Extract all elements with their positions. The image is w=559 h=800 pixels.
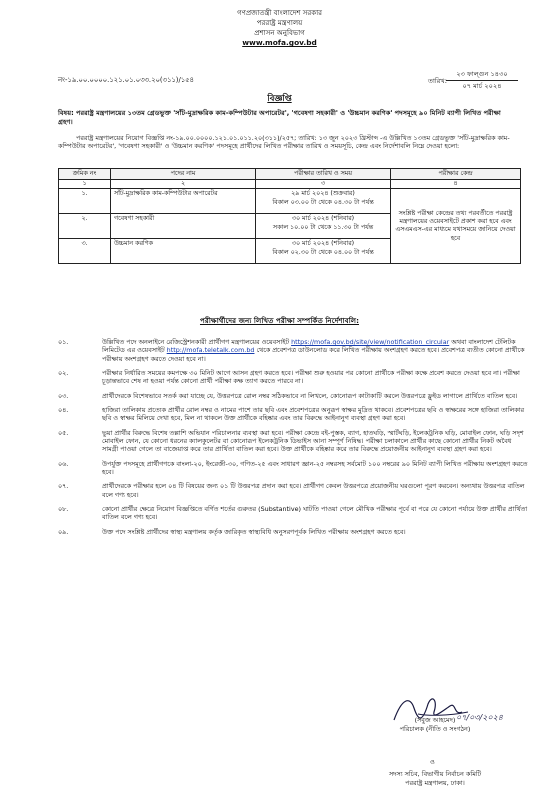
column-number: ১ [59,180,111,189]
office-name: পররাষ্ট্র মন্ত্রণালয়, ঢাকা। [405,778,465,787]
instructions-title: পরীক্ষার্থীদের জন্য লিখিত পরীক্ষা সম্পর্কিত নির্দেশাবলি: [199,316,359,325]
instructions-list [58,338,528,542]
row-time: বিকাল ০৩.০০ টা থেকে ০৪.৩০ টা পর্যন্ত [272,198,374,206]
instruction-text-part: উল্লিখিত পদে অনলাইনে রেজিস্ট্রেশনকারী প্রার্থীগণ মন্ত্রণালয়ের ওয়েবসাইট [102,338,292,346]
row-post: উচ্চমান করণিক [111,239,256,264]
instruction-text: প্রার্থীদেরকে বিশেষভাবে সতর্ক করা যাচ্ছে যে, উত্তরপত্রে রোল নম্বর সঠিকভাবে না লিখলে, কোনোরূপ কাটাকাটি করলে উত্তরপত্রে ফ্লুইড লাগালে প্রার্থিতে বাতিল হবে। [102,391,518,400]
instruction-item [58,406,528,423]
row-date: ৩০ মার্চ ২০২৪ (শনিবার) [291,215,355,223]
instruction-item [58,338,528,363]
signatory-block [360,716,510,734]
column-number: ২ [111,180,256,189]
date-divider [446,80,518,81]
instruction-item [58,482,528,499]
date-label: তারিখ: [428,77,447,85]
row-time: সকাল ১০.০০ টা থেকে ১১.৩০ টা পর্যন্ত [272,223,374,231]
government-name: গণপ্রজাতন্ত্রী বাংলাদেশ সরকার [237,9,322,17]
instruction-number: ০৯. [58,527,69,536]
instruction-text-part: থেকে প্রবেশপত্র ডাউনলোড করে লিখিত পরীক্ষায় অংশগ্রহণ করতে হবে। প্রবেশপত্র ব্যতীত কোনো প্রার্থীকে পরীক্ষায় অংশগ্রহণ করতে দেওয়া হবে না। [102,346,525,363]
signatory-designation: পরিচালক (নীতি ও সংগঠন) [399,724,471,733]
instruction-number: ০৪. [58,405,69,414]
row-serial: ১. [59,189,111,214]
table-header-row [59,169,521,180]
date-english: ০৭ মার্চ ২০২৪ [462,82,502,90]
instruction-text [102,338,528,363]
exam-schedule-table [58,168,521,264]
notice-subject: বিষয়: পররাষ্ট্র মন্ত্রণালয়ের ১৩তম গ্রেডভুক্ত 'সাঁট-মুদ্রাক্ষরিক কাম-কম্পিউটার অপারেটর', 'গবেষণা সহকারী' ও 'উচ্চমান করণিক' পদসমূহে ৯০ মিনিট ব্যাপী লিখিত পরীক্ষা গ্রহণ। [58,109,501,126]
row-post: গবেষণা সহকারী [111,214,256,239]
exam-centre-cell: সংশ্লিষ্ট পরীক্ষা কেন্দ্রের তথ্য পরবর্তীতে পররাষ্ট্র মন্ত্রণালয়ের ওয়েবসাইটে প্রকাশ করা হবে এবং এসএমএস-এর মাধ্যমে যথাসময়ে জানিয়ে দেওয়া হবে [391,189,521,264]
date-bangla: ২৩ ফাল্গুন ১৪৩০ [456,70,508,78]
instruction-text: প্রার্থীদেরকে পরীক্ষার হলে ০৪ টি বিষয়ের জন্য ০১ টি উত্তরপত্র প্রদান করা হবে। প্রার্থীগণ কেবল উত্তরপত্রে প্রয়োজনীয় ঘরগুলো পূরণ করবেন। অন্যথায় উত্তরপত্র বাতিল বলে গণ্য হবে। [102,482,525,499]
instruction-text: পরীক্ষার নির্ধারিত সময়ের কমপক্ষে ৩০ মিনিট আগে আসন গ্রহণ করতে হবে। পরীক্ষা শুরু হওয়ার পর কোনো প্রার্থীকে পরীক্ষা কক্ষে প্রবেশ করতে দেওয়া হবে না। পরীক্ষা চূড়ান্তভাবে শেষ না হওয়া পর্যন্ত কোনো প্রার্থী পরীক্ষা কক্ষ ত্যাগ করতে পারবে না। [102,368,520,386]
instruction-text: কোনো প্রার্থীর ক্ষেত্রে নিয়োগ বিজ্ঞপ্তিতে বর্ণিত শর্তের গুরুতর (Substantive) ঘাটতি পাওয়া গেলে মৌখিক পরীক্ষার পূর্বে বা পরে যে কোনো পর্যায়ে উক্ত প্রার্থীর প্রার্থিতা বাতিল বলে গণ্য হবে। [102,504,528,522]
instruction-number: ০৩. [58,391,69,400]
row-serial: ২. [59,214,111,239]
row-post: সাঁট-মুদ্রাক্ষরিক কাম-কম্পিউটার অপারেটর [111,189,256,214]
header-post: পদের নাম [111,169,256,180]
ministry-name: পররাষ্ট্র মন্ত্রণালয় [256,19,303,28]
instruction-text-part: অথবা বাংলাদেশ টেলিটক লিমিটেড এর ওয়েবসাইট [102,338,516,355]
row-serial: ৩. [59,239,111,264]
instruction-item [58,392,528,400]
instruction-item [58,369,528,386]
row-date: ৩০ মার্চ ২০২৪ (শনিবার) [291,240,355,248]
conjunction-text: ও [430,758,435,766]
website-link[interactable]: www.mofa.gov.bd [242,38,317,48]
instruction-item [58,528,528,536]
signatory-name: (সবুজ আহমেদ) [414,716,456,724]
header-centre: পরীক্ষার কেন্দ্র [391,169,521,180]
instruction-number: ০১. [58,338,69,346]
column-number: ৪ [391,180,521,189]
teletalk-link[interactable]: http://mofa.teletalk.com.bd [166,346,255,355]
table-row [59,189,521,214]
column-number-row [59,180,521,189]
committee-role: সদস্য সচিব, বিভাগীয় নির্বাচন কমিটি [388,770,482,778]
row-date-time [256,214,391,239]
row-date-time [256,189,391,214]
signature-date: ০৭/০৩/২০২৪ [456,713,503,722]
instruction-item [58,505,528,522]
instruction-number: ০৮. [58,504,69,513]
letterhead [0,8,559,49]
notice-title: বিজ্ঞপ্তি [267,93,292,103]
row-time: বিকাল ০২.৩০ টা থেকে ০৪.০০ টা পর্যন্ত [272,248,374,256]
instruction-item [58,460,528,477]
instruction-text: ভুয়া প্রার্থীর বিরুদ্ধে বিশেষ তল্লাশি অভিযান পরিচালনার ব্যবস্থা করা হবে। পরীক্ষা কেন্দ্রে বই-পুস্তক, ব্যাগ, হাতঘড়ি, স্মার্টঘড়ি, ইলেকট্রনিক ঘড়ি, মোবাইল ফোন, ঘড়ি সদৃশ মোবাইল ফোন, যে কোনো ধরনের ক্যালকুলেটর বা কোনোরূপ ইলেকট্রনিক ডিভাইস আনা সম্পূর্ণ নিষিদ্ধ। পরীক্ষা চলাকালে প্রার্থীর কাছে কোনো প্রার্থীর নিকট অবৈধ সামগ্রী পাওয়া গেলে তা বাজেয়াপ্ত করে তার প্রার্থিতা বাতিল করা হবে। উক্ত প্রার্থীকে বহিষ্কার করে তার বিরুদ্ধে প্রয়োজনীয় আইনানুগ ব্যবস্থা গ্রহণ করা হবে। [102,428,524,454]
instruction-item [58,429,528,454]
row-date-time [256,239,391,264]
division-name: প্রশাসন অনুবিভাগ [254,29,305,38]
instruction-text: উক্ত পদে সংশ্লিষ্ট প্রার্থীদের স্বাস্থ্য মন্ত্রণালয় কর্তৃক জারিকৃত স্বাস্থ্যবিধি অনুসরণপূর্বক লিখিত পরীক্ষায় অংশগ্রহণ করতে হবে। [102,527,406,536]
instruction-text: উপর্যুক্ত পদসমূহে প্রার্থীগণকে বাংলা-২০, ইংরেজী-৩০, গণিত-২৫ এবং সাধারণ জ্ঞান-২৫ নম্বরসহ সর্বমোট ১০০ নম্বরের ৯০ মিনিট ব্যাপী লিখিত পরীক্ষায় অংশগ্রহণ করতে হবে। [102,459,528,476]
committee-block [360,770,510,788]
instruction-number: ০২. [58,368,69,377]
header-serial: ক্রমিক নং [59,169,111,180]
notice-intro: পররাষ্ট্র মন্ত্রণালয়ের নিয়োগ বিজ্ঞপ্তি নং-১৯.০০.০০০০.১২১.০১.০১১.২০(৩১১)/২৫৭; তারিখ: ১৩ জুন ২০২৩ খ্রিস্টাব্দ -এ উল্লিখিত ১৩তম গ্রেডভুক্ত 'সাঁট-মুদ্রাক্ষরিক কাম-কম্পিউটার অপারেটর', 'গবেষণা সহকারী' ও 'উচ্চমান করণিক' পদসমূহে প্রার্থীদের লিখিত পরীক্ষার তারিখ ও সময়সূচি, কেন্দ্র এবং নির্দেশাবলি নিম্নে দেওয়া হলো: [58,134,510,151]
memo-reference: নং-১৯.০০.০০০০.১২১.০১.০৩৩.২০(৩১১)/১৫৪ [58,76,194,84]
header-date-time: পরীক্ষার তারিখ ও সময় [256,169,391,180]
instruction-number: ০৫. [58,428,69,437]
instruction-number: ০৬. [58,459,69,468]
instruction-number: ০৭. [58,482,69,491]
mofa-notification-link[interactable]: https://mofa.gov.bd/site/view/notification_circular [291,338,450,346]
column-number: ৩ [256,180,391,189]
instruction-text: হাজিরা তালিকায় প্রত্যেক প্রার্থীর রোল নম্বর ও নামের পাশে তার ছবি এবং প্রবেশপত্রের অনুরূপ স্বাক্ষর মুদ্রিত থাকবে। প্রবেশপত্রের ছবি ও স্বাক্ষরের সঙ্গে হাজিরা তালিকার ছবি ও স্বাক্ষর মিলিয়ে দেখা হবে, মিল না থাকলে উক্ত প্রার্থীকে বহিষ্কার এবং তার বিরুদ্ধে আইনানুগ ব্যবস্থা গ্রহণ করা হবে। [102,405,525,423]
row-date: ২৯ মার্চ ২০২৪ (শুক্রবার) [291,190,355,198]
